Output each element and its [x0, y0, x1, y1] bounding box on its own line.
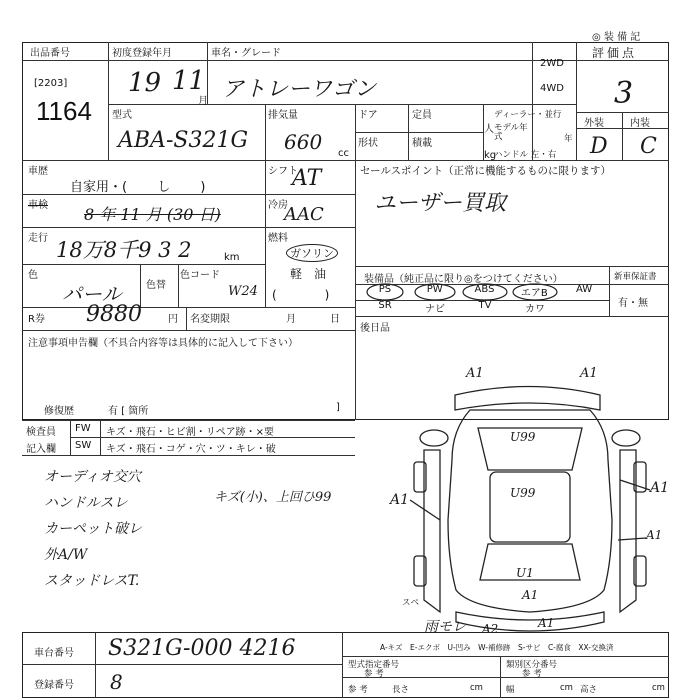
- warranty-label: 新車保証書: [614, 272, 657, 282]
- repair-label: 修復歴: [44, 406, 74, 417]
- note-a1-top-left: A1: [466, 366, 484, 381]
- height-label: 高さ: [580, 685, 598, 695]
- equip-sr: SR: [378, 300, 392, 311]
- lot-code: [2203]: [34, 78, 68, 89]
- color-swap-label: 色替: [146, 280, 166, 291]
- note-a1-bottom: A1: [538, 616, 555, 630]
- equip-ps: PS: [378, 284, 392, 295]
- inspector-note-1: オーディオ交穴: [44, 469, 141, 485]
- inspection-label: 車検: [28, 200, 48, 211]
- note-a2: A2: [482, 622, 499, 636]
- exterior-grade: D: [590, 134, 608, 159]
- grade-label: 評価点: [592, 46, 638, 60]
- load-label: 積載: [412, 138, 432, 149]
- chassis-value: S321G-000 4216: [108, 636, 296, 661]
- legend-label-1: 検査員: [26, 427, 56, 438]
- equip-airbag: エアB: [520, 288, 548, 299]
- fuel-gasoline: ガソリン: [286, 244, 338, 262]
- equip-tv: TV: [478, 300, 492, 311]
- type-designation-label: 型式指定番号: [348, 660, 400, 670]
- class-ref: 参 考: [522, 669, 542, 679]
- day-unit: 日: [330, 314, 340, 325]
- mileage-label: 走行: [28, 233, 48, 244]
- repair-close: ]: [336, 402, 340, 413]
- drive-4wd: 4WD: [540, 83, 564, 94]
- note-small-label: スペ: [402, 598, 420, 608]
- year-unit: 年: [564, 134, 573, 144]
- car-name: アトレーワゴン: [222, 77, 377, 102]
- ac-value: AAC: [284, 204, 324, 225]
- car-name-label: 車名・グレード: [211, 48, 281, 59]
- legend-fw: FW: [75, 423, 91, 434]
- inspector-note-5: スタッドレスT.: [44, 573, 140, 589]
- person-unit: 人: [484, 124, 494, 135]
- fuel-paren: ( ): [272, 288, 330, 302]
- history-label: 車歴: [28, 166, 48, 177]
- color-label: 色: [28, 270, 38, 281]
- inspector-note-2: ハンドルスレ: [44, 495, 128, 511]
- displacement-value: 660: [284, 130, 323, 154]
- month-unit-2: 月: [286, 314, 296, 325]
- length-label: 長さ: [392, 685, 410, 695]
- width-label: 幅: [506, 685, 515, 695]
- inspection-value: 8 年 11 月 (30 日): [84, 205, 221, 224]
- top-right-mark: ◎ 装 備 記: [592, 32, 641, 43]
- repair-value: 有 [ 箇所: [108, 406, 149, 417]
- recycle-value: 9880: [86, 302, 142, 327]
- aftermarket-label: 後日品: [360, 323, 390, 334]
- notes-label: 注意事項申告欄（不具合内容等は具体的に記入して下さい）: [28, 338, 298, 349]
- history-value: 自家用・( し ): [70, 180, 206, 195]
- kg-unit: kg: [484, 150, 497, 161]
- note-rain-leak: 雨モレ: [424, 619, 466, 635]
- selling-points-label: セールスポイント（正常に機能するものに限ります）: [360, 165, 612, 177]
- plate-label: 登録番号: [34, 680, 74, 691]
- note-a1-right: A1: [650, 480, 670, 496]
- equip-aw: AW: [575, 284, 593, 295]
- displacement-label: 排気量: [268, 110, 298, 121]
- recycle-label: R券: [28, 314, 45, 325]
- color-code-value: W24: [228, 284, 258, 299]
- door-label: ドア: [358, 110, 378, 121]
- color-code-label: 色コード: [180, 270, 220, 281]
- inspector-note-3: カーペット破レ: [44, 521, 142, 537]
- note-a1-top-right: A1: [580, 366, 598, 381]
- note-a1-right-lower: A1: [646, 528, 663, 542]
- ac-label: 冷房: [268, 200, 288, 211]
- first-reg-label: 初度登録年月: [112, 48, 172, 59]
- inspector-note-4: 外A/W: [44, 547, 88, 563]
- interior-grade: C: [640, 134, 657, 159]
- legend-fw-row: キズ・飛石・ヒビ割・リペア跡・×要: [106, 427, 274, 438]
- shift-label: シフト: [268, 166, 298, 177]
- note-u1: U1: [516, 566, 534, 580]
- capacity-label: 定員: [412, 110, 432, 121]
- type-ref: 参 考: [364, 669, 384, 679]
- legend-label-2: 記入欄: [26, 444, 56, 455]
- cc-unit: cc: [338, 148, 349, 159]
- ref-label: 参 考: [348, 685, 368, 695]
- note-a1-rear: A1: [522, 588, 539, 602]
- note-a1-left: A1: [390, 492, 410, 508]
- lot-label: 出品番号: [30, 48, 70, 59]
- dealer-label: ディーラー・並行: [494, 110, 562, 120]
- model-year-label: モデル年式: [494, 123, 528, 142]
- mileage-value: 18万8千9 3 2: [56, 238, 192, 262]
- yen-unit: 円: [168, 314, 178, 325]
- length-unit: cm: [470, 683, 483, 693]
- overall-grade: 3: [614, 76, 634, 111]
- diagram-center-note: キズ(小)、上回ひ99: [214, 490, 332, 505]
- lot-number: 1164: [36, 96, 92, 126]
- reg-year: 19: [128, 68, 162, 98]
- equip-pw: PW: [426, 284, 443, 295]
- reg-month: 11: [172, 66, 206, 96]
- legend-sw-row: キズ・飛石・コゲ・穴・ツ・キレ・破: [106, 444, 276, 455]
- height-unit: cm: [652, 683, 665, 693]
- plate-value: 8: [110, 670, 123, 694]
- handle-label: ハンドル 左・右: [494, 150, 557, 160]
- model-label: 型式: [112, 110, 132, 121]
- equip-navi: ナビ: [425, 304, 445, 315]
- shift-value: AT: [292, 166, 322, 191]
- drive-2wd: 2WD: [540, 58, 564, 69]
- color-value: パール: [62, 282, 122, 306]
- fuel-diesel: 軽 油: [290, 267, 327, 281]
- name-change-label: 名変期限: [190, 314, 230, 325]
- equip-leather: カワ: [525, 304, 545, 315]
- model-value: ABA-S321G: [118, 128, 249, 153]
- interior-label: 内装: [630, 118, 650, 129]
- equipment-label: 装備品（純正品に限り◎をつけてください）: [364, 274, 563, 285]
- chassis-label: 車台番号: [34, 648, 74, 659]
- note-u99-roof: U99: [510, 430, 536, 444]
- warranty-value: 有・無: [618, 298, 648, 309]
- selling-points-text: ユーザー買取: [374, 191, 507, 216]
- legend-sw: SW: [75, 440, 92, 451]
- shape-label: 形状: [358, 138, 378, 149]
- month-unit: 月: [198, 96, 208, 107]
- class-label: 類別区分番号: [506, 660, 558, 670]
- equip-abs: ABS: [474, 284, 495, 295]
- fuel-label: 燃料: [268, 233, 288, 244]
- legend-line: A-キズ E-エクボ U-凹み W-補修跡 S-サビ C-腐食 XX-交換済: [380, 643, 614, 652]
- note-u99-center: U99: [510, 486, 536, 500]
- width-unit: cm: [560, 683, 573, 693]
- exterior-label: 外装: [584, 118, 604, 129]
- km-unit: km: [224, 252, 240, 263]
